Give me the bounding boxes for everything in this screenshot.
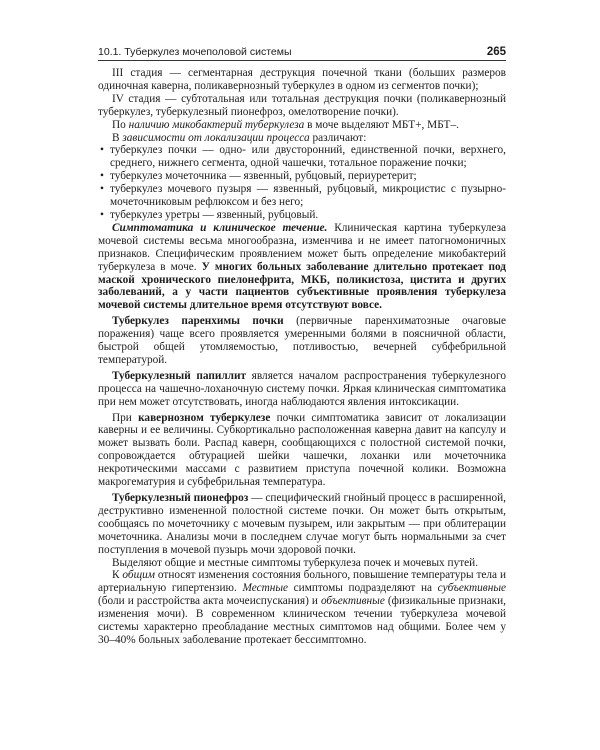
term-papillitis: Туберкулезный папиллит <box>112 369 247 382</box>
general-local-paragraph: К общим относят изменения состояния больного, повышение температуры тела и артериальную гипертензию. Местные симптомы подразделяют на субъективные (боли и расстройства акта мочеиспускания) и объективные (физикальные признаки, изменения мочи). В современном клиническом течении туберкулеза мочевой системы характерно преобладание местных симптомов над общими. Более чем у 30–40% больных заболевание протекает бессимптомно. <box>98 569 507 646</box>
stage-4-paragraph: IV стадия — субтотальная или тотальная деструкция почки (поликавернозный туберкулез, туберкулезный пионефроз, омелотворение почки). <box>98 92 506 118</box>
papillitis-paragraph: Туберкулезный папиллит является началом распространения туберкулезного процесса на чашечно-лоханочную систему почки. Яркая клиническая симптоматика при нем может отсутствовать, иногда наблюдаются явления интоксикации. <box>98 369 506 408</box>
symptom-types-paragraph: Выделяют общие и местные симптомы туберкулеза почек и мочевых путей. <box>112 556 479 569</box>
list-item: • туберкулез уретры — язвенный, рубцовый. <box>100 208 319 221</box>
stage-3-paragraph: III стадия — сегментарная деструкция почечной ткани (больших размеров одиночная каверна, поликавернозный туберкулез в одном из сегментов почки); <box>98 67 506 92</box>
bullet-icon: • <box>100 183 104 196</box>
pyonephrosis-paragraph: Туберкулезный пионефроз — специфический гнойный процесс в расширенной, деструктивно измененной полостной системе почки. Он может быть открытым, сообщаясь по мочеточнику с мочевым пузырем, или закрытым — при облитерации мочеточника. Анализы мочи в последнем случае могут быть нормальными за счет поступления в мочевой пузырь мочи здоровой почки. <box>98 492 507 556</box>
list-item: • туберкулез почки — одно- или двусторонний, единственной почки, верхнего, среднего, нижнего сегмента, одной чашечки, тотальное поражение почки; <box>100 144 506 170</box>
term-parenchyma: Туберкулез паренхимы почки <box>112 315 284 328</box>
bullet-icon: • <box>100 170 104 183</box>
localization-paragraph: В зависимости от локализации процесса различают: <box>112 131 367 144</box>
localization-list <box>98 144 506 221</box>
term-cavernous: кавернозном туберкулезе <box>138 411 271 424</box>
symptoms-paragraph: Симптоматика и клиническое течение. Клиническая картина туберкулеза мочевой системы весьма многообразна, изменчива и не имеет патогномоничных признаков. Специфическим проявлением может быть определение микобактерий туберкулеза в моче. У многих больных заболевание длительно протекает под маской хронического пиелонефрита, МКБ, поликистоза, цистита и других заболеваний, а у части пациентов субъективные проявления туберкулеза мочевой системы длительное время отсутствуют вовсе. <box>98 221 506 312</box>
symptoms-heading: Симптоматика и клиническое течение. <box>112 221 328 234</box>
section-title: 10.1. Туберкулез мочеполовой системы <box>98 46 292 58</box>
list-item: • туберкулез мочеточника — язвенный, рубцовый, периуретерит; <box>100 170 417 183</box>
body-text <box>98 67 506 647</box>
term-pyonephrosis: Туберкулезный пионефроз <box>112 492 249 504</box>
parenchyma-paragraph: Туберкулез паренхимы почки (первичные паренхиматозные очаговые поражения) чаще всего проявляется умеренными болями в поясничной области, быстрой общей утомляемостью, потливостью, вечерней субфебрильной температурой. <box>98 315 506 366</box>
page-number: 265 <box>486 46 506 58</box>
running-header <box>98 46 506 61</box>
cavernous-paragraph: При кавернозном туберкулезе почки симптоматика зависит от локализации каверны и ее величины. Субкортикально расположенная каверна давит на капсулу и может вызвать боли. Распад каверн, сообщающихся с полостной системой почки, сопровождается обтурацией шейки чашечки, лоханки или мочеточника некротическими массами с развитием приступа почечной колики. Возможна макрогематурия и субфебрильная температура. <box>98 411 506 489</box>
mbt-paragraph: По наличию микобактерий туберкулеза в моче выделяют МБТ+, МБТ–. <box>112 118 459 131</box>
bullet-icon: • <box>100 208 104 221</box>
bullet-icon: • <box>100 144 104 157</box>
list-item: • туберкулез мочевого пузыря — язвенный, рубцовый, микроцистис с пузырно-мочеточниковым рефлюксом и без него; <box>100 183 506 209</box>
